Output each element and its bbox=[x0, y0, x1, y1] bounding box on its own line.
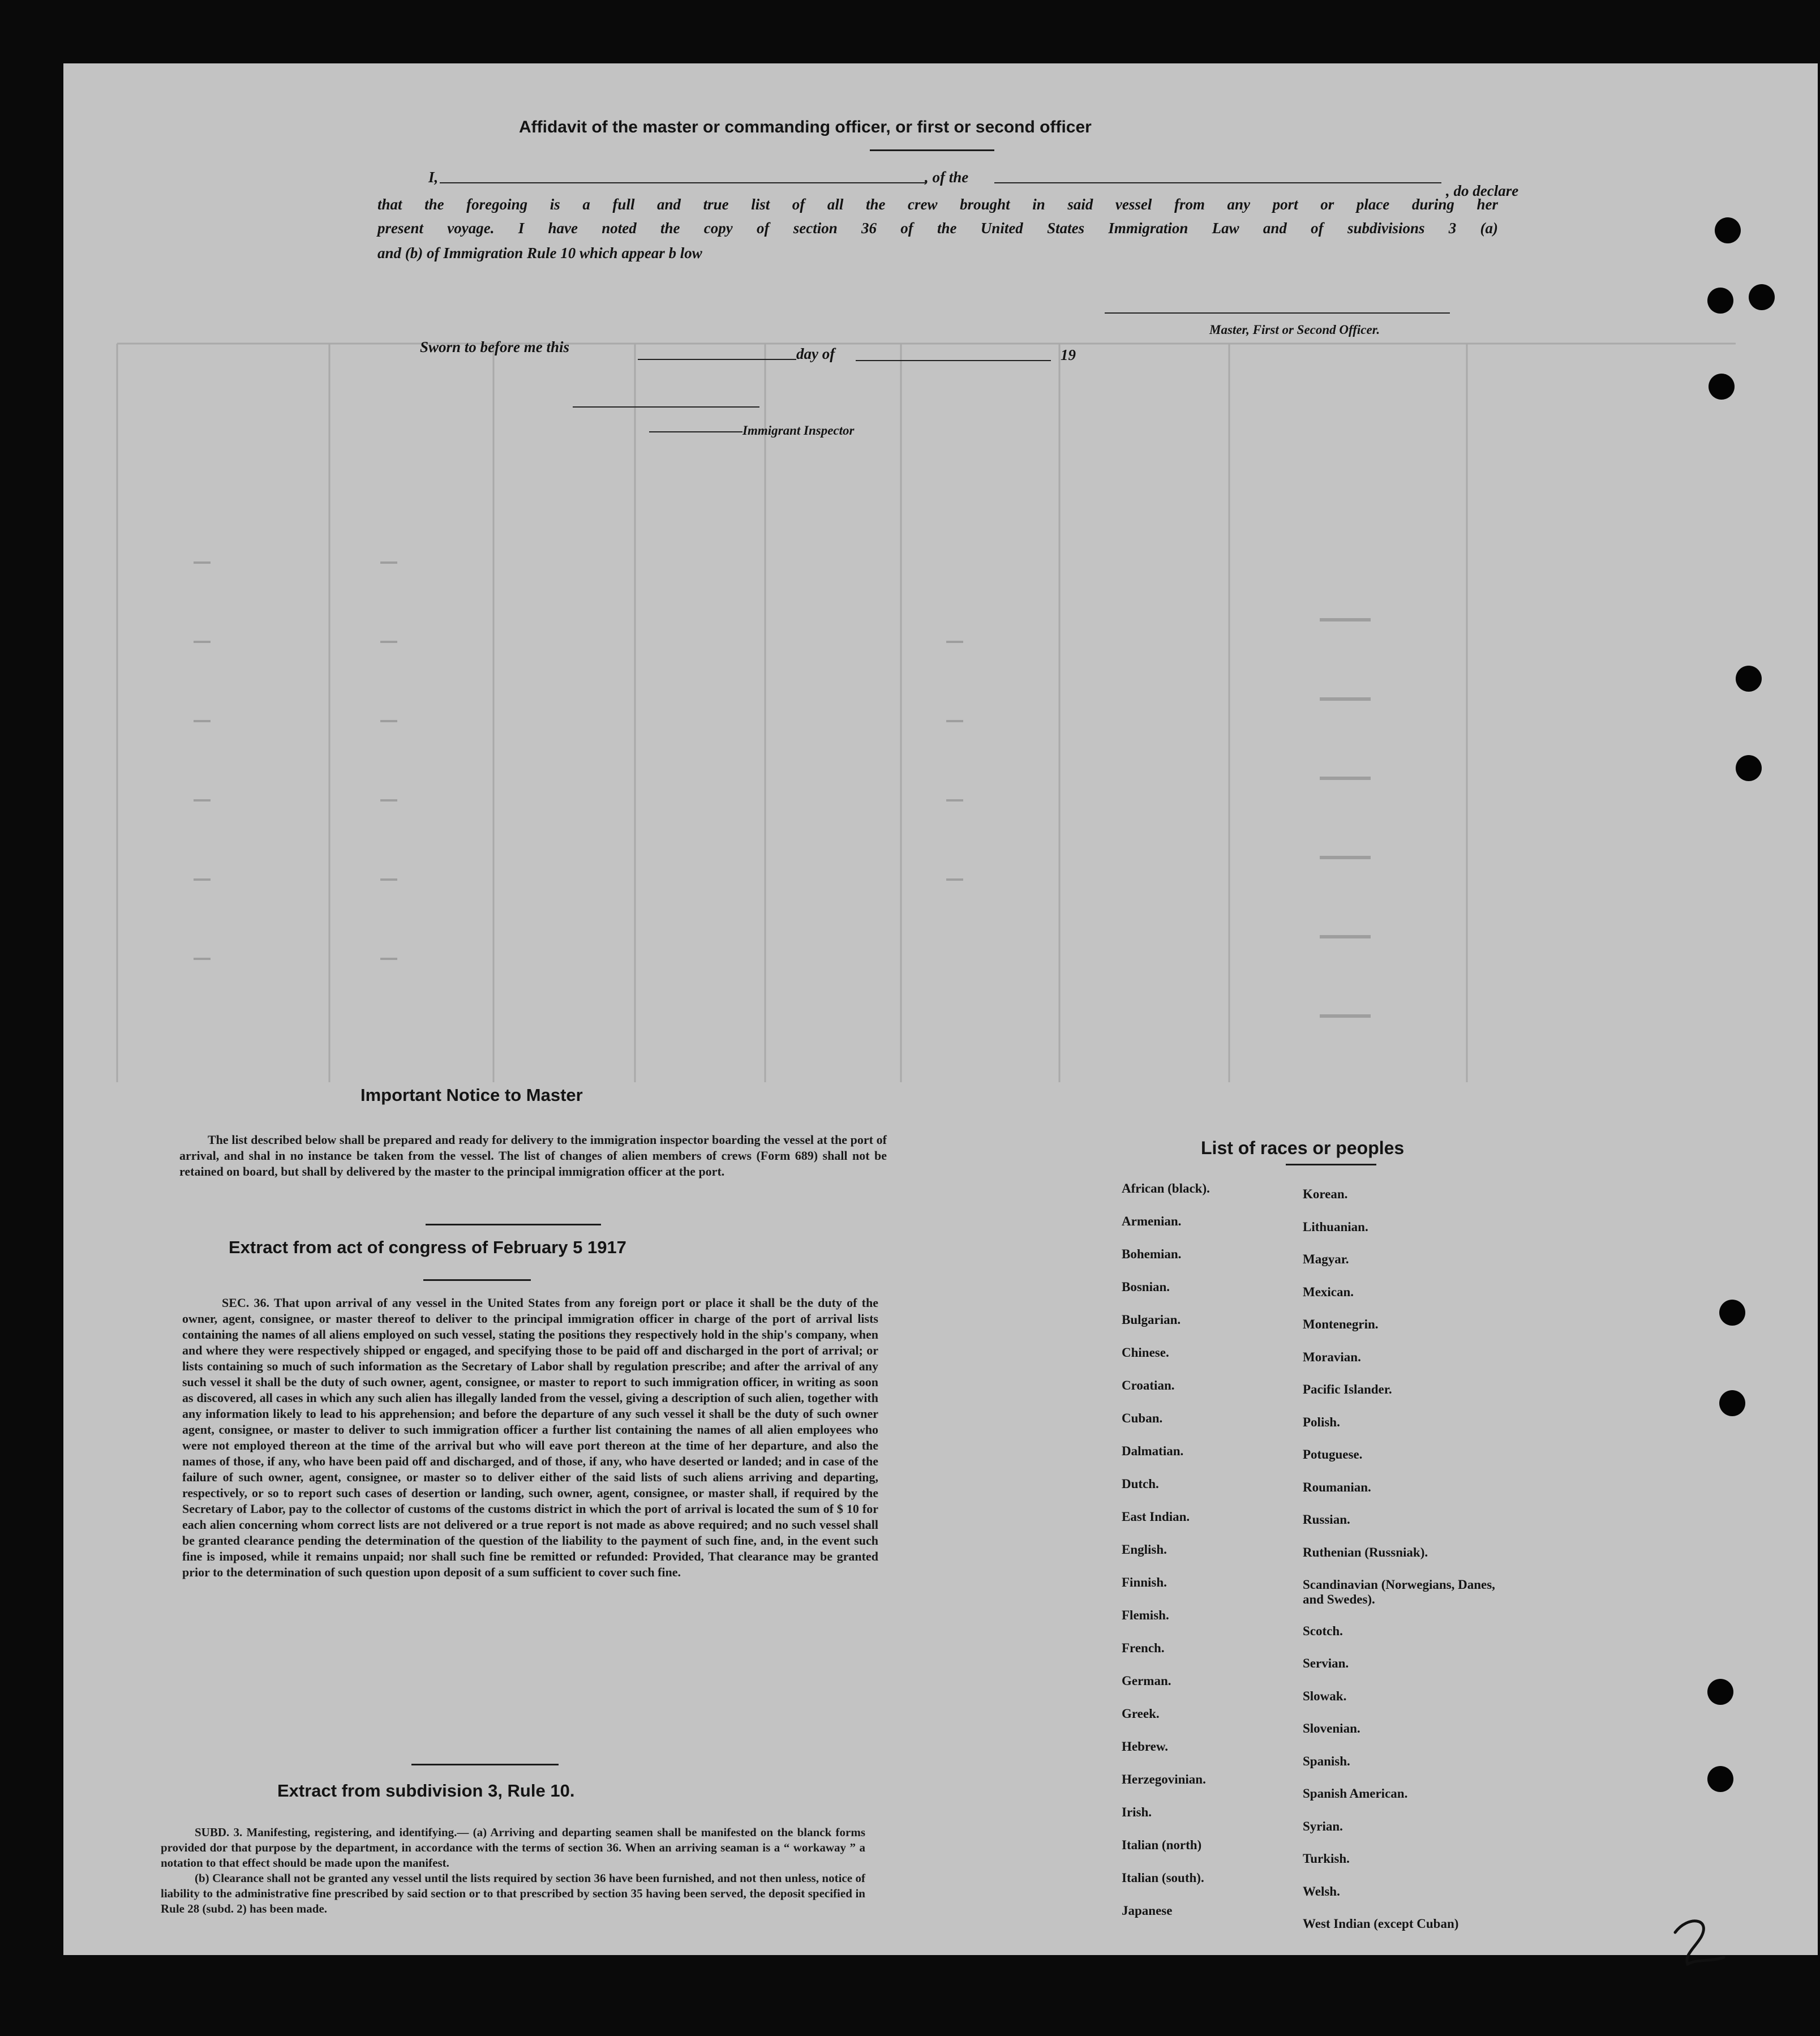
race-item: Irish. bbox=[1122, 1805, 1152, 1819]
race-item: Japanese bbox=[1122, 1904, 1173, 1918]
affidavit-heading-rule bbox=[870, 149, 994, 151]
inspector-label: Immigrant Inspector bbox=[742, 423, 855, 438]
punch-hole bbox=[1707, 288, 1733, 314]
notice-heading: Important Notice to Master bbox=[360, 1085, 583, 1105]
punch-hole bbox=[1719, 1390, 1745, 1416]
race-item: Potuguese. bbox=[1303, 1447, 1363, 1461]
punch-hole bbox=[1749, 284, 1775, 310]
master-signature-label: Master, First or Second Officer. bbox=[1209, 323, 1380, 337]
race-item: Syrian. bbox=[1303, 1819, 1343, 1833]
race-item: Dalmatian. bbox=[1122, 1444, 1184, 1458]
race-item: Dutch. bbox=[1122, 1477, 1159, 1491]
race-item: Pacific Islander. bbox=[1303, 1382, 1392, 1396]
race-item: French. bbox=[1122, 1641, 1165, 1655]
subdivision-text bbox=[161, 1825, 865, 1917]
race-item: Bosnian. bbox=[1122, 1280, 1170, 1294]
race-item: Roumanian. bbox=[1303, 1480, 1371, 1494]
race-item: Slowak. bbox=[1303, 1688, 1347, 1703]
race-item: Italian (south). bbox=[1122, 1871, 1204, 1885]
race-item: Italian (north) bbox=[1122, 1838, 1202, 1852]
act-section-36: SEC. 36. That upon arrival of any vessel in the United States from any foreign port or place it shall be the duty of the owner, agent, consignee, or master thereof to deliver to the principal immigration officer in charge of the port of arrival lists containing the names of all aliens employed on such vessel, stating the positions they respectively hold in the ship's company, when and where they were respectively shipped or engaged, and specifying those to be paid off and discharged in the port of arrival; or lists containing so much of such information as the Secretary of Labor shall by regulation prescribe; and after the arrival of any such vessel it shall be the duty of such owner, agent, consignee, or master to report to such immigration officer, in writing as soon as discovered, all cases in which any such alien has illegally landed from the vessel, giving a description of such alien, together with any information likely to lead to his apprehension; and before the departure of any such vessel it shall be the duty of such owner agent, consignee, or master to deliver to such immigration officer a further list containing the names of all alien employees who were not employed thereon at the time of the arrival but who will eave port thereon at the time of her departure, and also the names of those, if any, who have been paid off and discharged, and of those, if any, who have deserted or landed; and in case of the failure of such owner, agent, consignee, or master so to deliver either of the said lists of such aliens arriving and departing, respectively, or so to report such cases of desertion or landing, such owner, agent, consignee, or master shall, if required by the Secretary of Labor, pay to the collector of customs of the customs district in which the port of arrival is located the sum of $ 10 for each alien concerning whom correct lists are not delivered or a true report is not made as above required; and no such vessel shall be granted clearance pending the determination of the question of the liability to the payment of such fine, and, in the event such fine is imposed, while it remains unpaid; nor shall such fine be remitted or refunded: Provided, That clearance may be granted prior to the determination of such question upon deposit of a sum sufficient to cover such fine. bbox=[182, 1296, 878, 1579]
race-item: Russian. bbox=[1303, 1512, 1350, 1527]
notice-rule bbox=[426, 1224, 601, 1225]
race-item: Bulgarian. bbox=[1122, 1313, 1181, 1327]
races-heading: List of races or peoples bbox=[1201, 1138, 1405, 1158]
race-item: Servian. bbox=[1303, 1656, 1349, 1670]
form-sheet bbox=[63, 63, 1818, 1955]
race-item: Finnish. bbox=[1122, 1575, 1167, 1589]
race-item: Cuban. bbox=[1122, 1411, 1163, 1425]
race-item: Korean. bbox=[1303, 1187, 1348, 1201]
race-item: Polish. bbox=[1303, 1415, 1340, 1429]
race-item: Hebrew. bbox=[1122, 1739, 1168, 1754]
punch-hole bbox=[1707, 1766, 1733, 1792]
sworn-month-line[interactable] bbox=[856, 360, 1051, 361]
races-heading-rule bbox=[1286, 1164, 1376, 1165]
race-item: Herzegovinian. bbox=[1122, 1772, 1206, 1786]
race-item: Scotch. bbox=[1303, 1623, 1343, 1638]
affidavit-line-3: present voyage. I have noted the copy of section 36 of the United States Immigration Law and of subdivisions 3 (a) bbox=[377, 220, 1498, 237]
race-item: Croatian. bbox=[1122, 1378, 1175, 1392]
affiant-name-line[interactable] bbox=[440, 182, 926, 183]
race-item: African (black). bbox=[1122, 1181, 1210, 1195]
race-item: Montenegrin. bbox=[1303, 1317, 1379, 1331]
sworn-day-line[interactable] bbox=[638, 359, 796, 360]
race-item: East Indian. bbox=[1122, 1510, 1190, 1524]
race-item: Greek. bbox=[1122, 1707, 1160, 1721]
race-item: Slovenian. bbox=[1303, 1721, 1360, 1735]
race-item: German. bbox=[1122, 1674, 1171, 1688]
race-item: West Indian (except Cuban) bbox=[1303, 1917, 1459, 1931]
act-heading: Extract from act of congress of February 5 1917 bbox=[229, 1237, 626, 1257]
inspector-short-line bbox=[649, 431, 742, 432]
handwritten-page-number bbox=[1671, 1913, 1727, 1970]
race-item: Spanish. bbox=[1303, 1754, 1350, 1768]
race-item: Mexican. bbox=[1303, 1284, 1354, 1299]
race-item: Flemish. bbox=[1122, 1608, 1169, 1622]
vessel-name-line[interactable] bbox=[994, 182, 1441, 183]
punch-hole bbox=[1719, 1300, 1745, 1326]
sworn-label: Sworn to before me this bbox=[420, 338, 570, 355]
affidavit-of-the: , of the bbox=[925, 169, 969, 186]
punch-hole bbox=[1709, 374, 1735, 400]
race-item: English. bbox=[1122, 1542, 1167, 1557]
race-item: Chinese. bbox=[1122, 1345, 1169, 1360]
affidavit-i: I, bbox=[428, 169, 439, 186]
race-item: Welsh. bbox=[1303, 1884, 1340, 1898]
master-signature-line[interactable] bbox=[1105, 312, 1450, 314]
punch-hole bbox=[1715, 217, 1741, 243]
punch-hole bbox=[1707, 1679, 1733, 1705]
act-text bbox=[182, 1295, 878, 1580]
race-item: Ruthenian (Russniak). bbox=[1303, 1545, 1428, 1559]
race-item: Scandinavian (Norwegians, Danes, and Swedes). bbox=[1303, 1578, 1495, 1606]
affidavit-line-4: and (b) of Immigration Rule 10 which appear b low bbox=[377, 245, 702, 262]
show-through-grid bbox=[63, 63, 1818, 1955]
race-item: Bohemian. bbox=[1122, 1247, 1182, 1261]
punch-hole bbox=[1736, 666, 1762, 692]
race-item: Lithuanian. bbox=[1303, 1219, 1368, 1234]
inspector-signature-line[interactable] bbox=[573, 406, 759, 408]
punch-hole bbox=[1736, 755, 1762, 781]
notice-text bbox=[179, 1132, 887, 1180]
subdivision-para-a: SUBD. 3. Manifesting, registering, and identifying.— (a) Arriving and departing seamen shall be manifested on the blanck forms provided dor that purpose by the department, in accordance with the terms of section 36. When an arriving seaman is a “ workaway ” a notation to that effect should be made upon the manifest. bbox=[161, 1825, 865, 1870]
notice-paragraph: The list described below shall be prepared and ready for delivery to the immigration inspector boarding the vessel at the port of arrival, and shal in no instance be taken from the vessel. The list of changes of alien members of crews (Form 689) shall not be retained on board, but shall by delivered by the master to the principal immigration officer at the port. bbox=[179, 1133, 887, 1178]
race-item: Magyar. bbox=[1303, 1252, 1349, 1266]
act-heading-rule bbox=[423, 1279, 531, 1281]
subdivision-heading: Extract from subdivision 3, Rule 10. bbox=[277, 1781, 575, 1801]
affidavit-do-declare: , do declare bbox=[1446, 182, 1519, 199]
affidavit-line-2: that the foregoing is a full and true list of all the crew brought in said vessel from any port or place during her bbox=[377, 196, 1498, 213]
sworn-year-prefix: 19 bbox=[1061, 346, 1076, 363]
affidavit-heading: Affidavit of the master or commanding officer, or first or second officer bbox=[519, 118, 1092, 136]
sworn-day-of: day of bbox=[796, 345, 835, 362]
subdivision-para-b: (b) Clearance shall not be granted any vessel until the lists required by section 36 have been furnished, and not then unless, notice of liability to the administrative fine prescribed by said section or to that prescribed by section 35 having been served, the deposit specified in Rule 28 (subd. 2) has been made. bbox=[161, 1871, 865, 1915]
race-item: Armenian. bbox=[1122, 1214, 1182, 1228]
race-item: Moravian. bbox=[1303, 1349, 1361, 1364]
act-end-rule bbox=[411, 1764, 559, 1765]
race-item: Turkish. bbox=[1303, 1851, 1350, 1866]
race-item: Spanish American. bbox=[1303, 1786, 1408, 1801]
